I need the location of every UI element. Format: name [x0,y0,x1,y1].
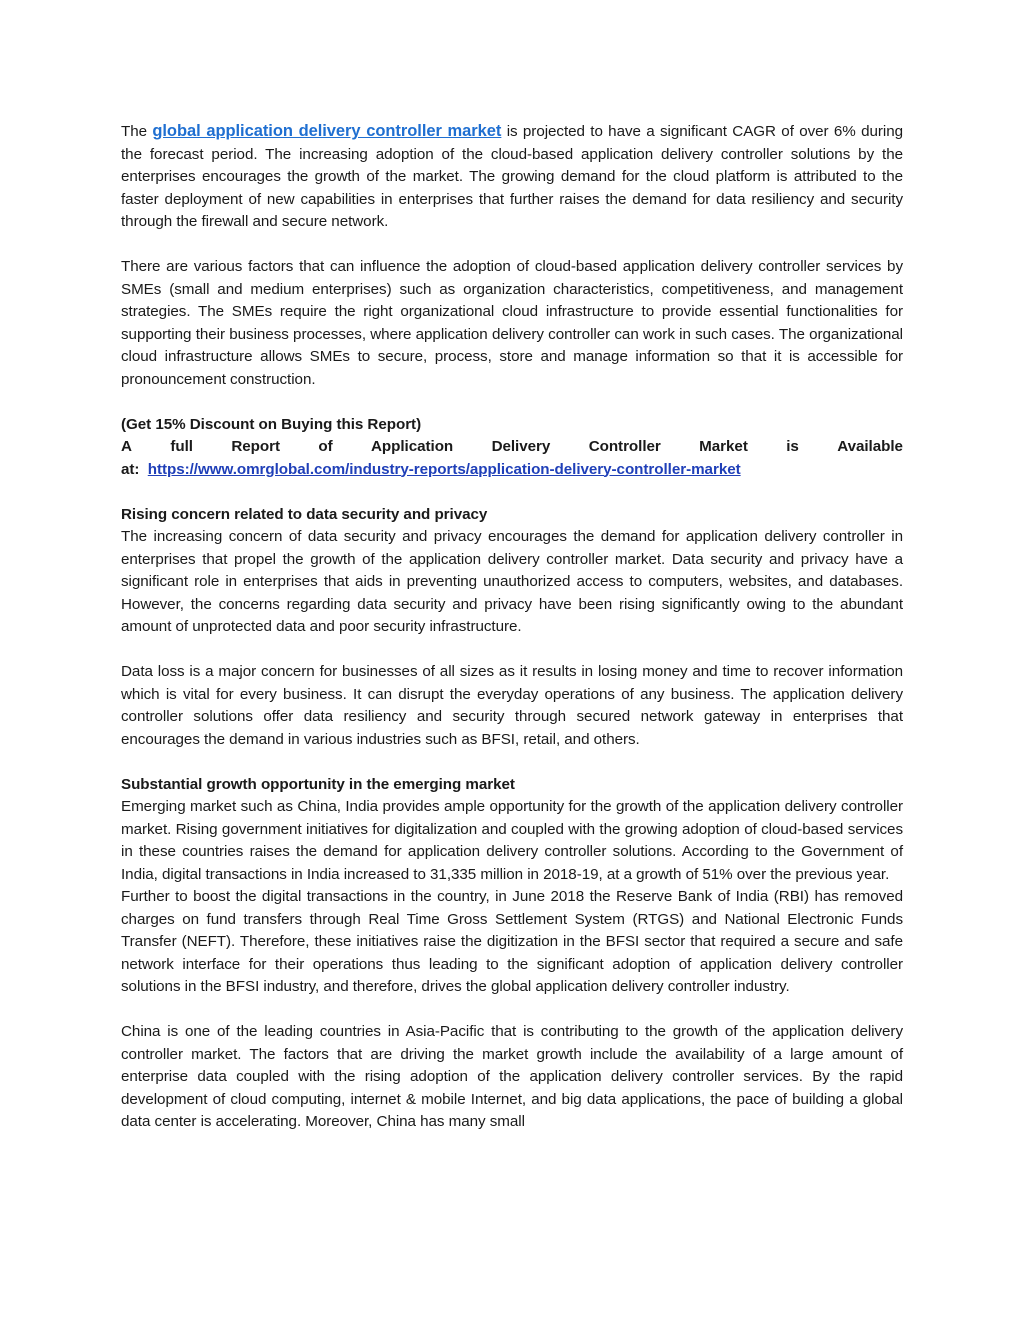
market-link[interactable]: global application delivery controller market [152,122,502,140]
report-word: is [786,438,799,455]
report-word: Controller [588,438,661,455]
intro-lead: The [121,123,153,140]
report-availability-line [121,436,903,459]
emerging-paragraph-2: Further to boost the digital transactions in the country, in June 2018 the Reserve Bank of India (RBI) has removed charges on fund transfers through Real Time Gross Settlement System (RTGS) and National Electronic Funds Transfer (NEFT). Therefore, these initiatives raise the digitization in the BFSI sector that required a secure and safe network interface for their operations thus leading to the significant adoption of application delivery controller solutions in the BFSI industry, and therefore, drives the global application delivery controller industry. [121,888,903,995]
report-word: Available [837,438,903,455]
factors-paragraph: There are various factors that can influence the adoption of cloud-based application delivery controller services by SMEs (small and medium enterprises) such as organization characteristics, competitiveness, and management strategies. The SMEs require the right organizational cloud infrastructure to provide essential functionalities for supporting their business processes, where application delivery controller can work in such cases. The organizational cloud infrastructure allows SMEs to secure, process, store and manage information so that it is accessible for pronouncement construction. [121,258,903,388]
emerging-paragraph-1: Emerging market such as China, India provides ample opportunity for the growth of the application delivery controller market. Rising government initiatives for digitalization and coupled with the growing adoption of cloud-based services in these countries raises the demand for application delivery controller solutions. According to the Government of India, digital transactions in India increased to 31,335 million in 2018-19, at a growth of 51% over the previous year. [121,798,903,883]
intro-paragraph [121,120,903,234]
section-heading-security: Rising concern related to data security and privacy [121,505,488,523]
report-word: Delivery [491,438,551,455]
security-paragraph-2: Data loss is a major concern for businesses of all sizes as it results in losing money and time to recover information which is vital for every business. It can disrupt the everyday operations of any business. The application delivery controller solutions offer data resiliency and security through secured network gateway in enterprises that encourages the demand in various industries such as BFSI, retail, and others. [121,663,903,748]
security-paragraph-1: The increasing concern of data security and privacy encourages the demand for application delivery controller in enterprises that propel the growth of the application delivery controller market. Data security and privacy have a significant role in enterprises that aids in preventing unauthorized access to computers, websites, and databases. However, the concerns regarding data security and privacy have been rising significantly owing to the abundant amount of unprotected data and poor security infrastructure. [121,528,903,635]
document-page [121,120,903,1134]
at-label: at: [121,460,140,478]
report-word: Application [371,438,454,455]
report-word: of [318,438,333,455]
report-url-link[interactable]: https://www.omrglobal.com/industry-reports/application-delivery-controller-market [147,460,741,478]
report-word: A [121,438,132,455]
discount-notice: (Get 15% Discount on Buying this Report) [121,415,422,433]
report-url-line [121,459,903,482]
section-heading-emerging: Substantial growth opportunity in the emerging market [121,775,515,793]
report-word: Report [231,438,280,455]
intro-rest: is projected to have a significant CAGR of over 6% during the forecast period. The increasing adoption of the cloud-based application delivery controller solutions by the enterprises encourages the growth of the market. The growing demand for the cloud platform is attributed to the faster deployment of new capabilities in enterprises that further raises the demand for data resiliency and security through the firewall and secure network. [121,123,903,230]
emerging-paragraph-3: China is one of the leading countries in Asia-Pacific that is contributing to the growth of the application delivery controller market. The factors that are driving the market growth include the availability of a large amount of enterprise data coupled with the rising adoption of the application delivery controller services. By the rapid development of cloud computing, internet & mobile Internet, and big data applications, the pace of building a global data center is accelerating. Moreover, China has many small [121,1023,903,1130]
report-word: full [170,438,193,455]
report-word: Market [699,438,748,455]
